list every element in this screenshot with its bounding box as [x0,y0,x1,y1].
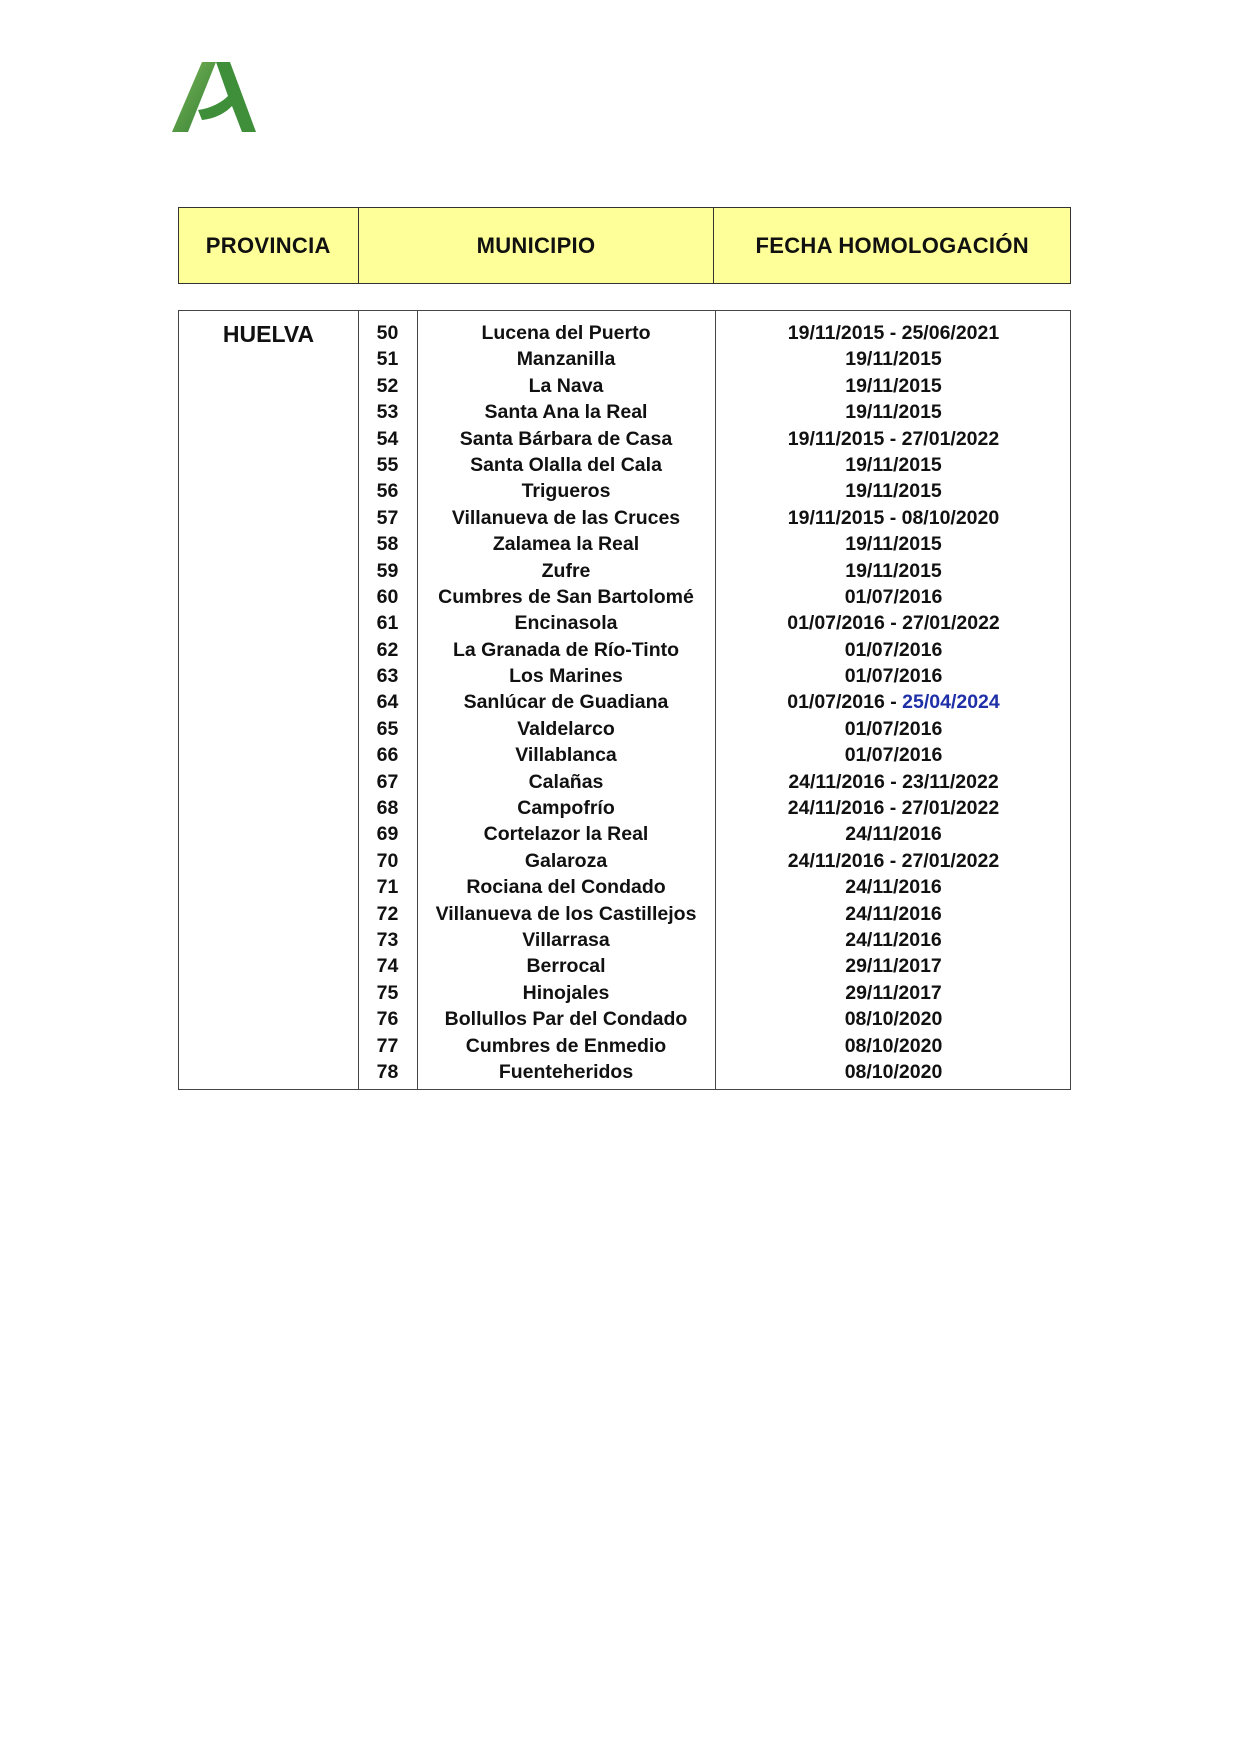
fecha-text: 01/07/2016 [844,717,943,740]
row-number: 55 [376,453,399,476]
row-number: 71 [376,876,399,899]
table-row [179,901,1070,927]
fecha-homologacion [715,505,1072,531]
table-row [179,742,1070,768]
fecha-homologacion [715,1033,1072,1059]
municipio-name: Zufre [541,559,591,582]
municipio-name: Hinojales [522,981,610,1004]
row-number: 66 [376,744,399,767]
fecha-homologacion [715,610,1072,636]
row-number: 56 [376,480,399,503]
fecha-homologacion [715,901,1072,927]
table-row [179,663,1070,689]
table-row [179,505,1070,531]
municipio-name: Rociana del Condado [466,876,666,899]
municipio-name: La Granada de Río-Tinto [452,638,680,661]
municipio-name: Cortelazor la Real [483,823,649,846]
row-number: 72 [376,902,399,925]
municipio-name: Los Marines [509,665,623,688]
municipio-name: Calañas [528,770,604,793]
header-municipio: MUNICIPIO [358,208,714,284]
table-row [179,1059,1070,1085]
municipio-name: Manzanilla [516,348,616,371]
fecha-text: 29/11/2017 [845,981,942,1004]
table-row [179,478,1070,504]
row-number: 50 [376,322,399,344]
fecha-text: 01/07/2016 [844,585,943,608]
row-number: 64 [376,691,399,714]
table-row [179,795,1070,821]
table-row [179,953,1070,979]
fecha-homologacion [715,1006,1072,1032]
fecha-text: 19/11/2015 - 25/06/2021 [787,322,1000,344]
fecha-text: 01/07/2016 - 27/01/2022 [787,612,1000,635]
fecha-homologacion [715,769,1072,795]
table-row [179,769,1070,795]
fecha-text: 19/11/2015 - 08/10/2020 [787,506,1000,529]
fecha-homologacion [715,637,1072,663]
row-number: 62 [376,638,399,661]
row-number: 63 [376,665,399,688]
fecha-homologacion [715,980,1072,1006]
fecha-text: 19/11/2015 [845,533,942,556]
municipio-name: Villablanca [515,744,617,767]
row-number: 74 [376,955,399,978]
fecha-homologacion [715,320,1072,346]
municipio-name: Zalamea la Real [492,533,640,556]
table-row [179,426,1070,452]
table-rows [179,320,1070,1085]
fecha-homologacion [715,663,1072,689]
header-table [178,207,1071,284]
table-row [179,531,1070,557]
fecha-text: 24/11/2016 [845,823,942,846]
row-number: 78 [376,1060,399,1083]
municipio-name: Cumbres de Enmedio [465,1034,667,1057]
fecha-homologacion [715,584,1072,610]
fecha-homologacion [715,953,1072,979]
fecha-text: 01/07/2016 - [787,691,903,714]
fecha-text: 24/11/2016 - 27/01/2022 [787,797,1000,820]
row-number: 68 [376,797,399,820]
table-row [179,399,1070,425]
fecha-text: 19/11/2015 [845,453,942,476]
municipio-name: Fuenteheridos [498,1060,634,1083]
row-number: 61 [376,612,399,635]
table-row [179,848,1070,874]
table-row [179,452,1070,478]
municipio-name: Encinasola [514,612,618,635]
row-number: 65 [376,717,399,740]
municipio-name: Santa Bárbara de Casa [459,427,673,450]
fecha-text: 29/11/2017 [845,955,942,978]
row-number: 73 [376,928,399,951]
fecha-text: 01/07/2016 [844,665,943,688]
municipio-name: La Nava [528,374,604,397]
fecha-homologacion [715,1059,1072,1085]
table-row [179,373,1070,399]
municipio-name: Campofrío [517,797,615,820]
municipio-name: Cumbres de San Bartolomé [438,585,694,608]
table-row [179,346,1070,372]
row-number: 59 [376,559,399,582]
table-row [179,874,1070,900]
fecha-text: 19/11/2015 [845,401,942,424]
fecha-text: 08/10/2020 [844,1060,943,1083]
municipio-name: Bollullos Par del Condado [444,1008,688,1031]
fecha-homologacion [715,373,1072,399]
row-number: 75 [376,981,399,1004]
table-row [179,584,1070,610]
fecha-homologacion [715,874,1072,900]
fecha-homologacion [715,426,1072,452]
table-row [179,637,1070,663]
fecha-homologacion [715,689,1072,715]
fecha-text: 19/11/2015 [845,559,942,582]
table-row [179,320,1070,346]
header-fecha-homologacion: FECHA HOMOLOGACIÓN [714,208,1071,284]
municipio-name: Berrocal [526,955,606,978]
row-number: 69 [376,823,399,846]
municipio-name: Villanueva de los Castillejos [435,902,697,925]
fecha-homologacion [715,346,1072,372]
fecha-text: 19/11/2015 - 27/01/2022 [787,427,1000,450]
table-row [179,821,1070,847]
fecha-text: 08/10/2020 [844,1008,943,1031]
municipio-name: Valdelarco [517,717,615,740]
municipio-name: Trigueros [521,480,611,503]
row-number: 54 [376,427,399,450]
table-row [179,980,1070,1006]
table-row [179,689,1070,715]
municipio-name: Sanlúcar de Guadiana [463,691,669,714]
fecha-homologacion [715,531,1072,557]
provincia-cell: HUELVA [222,321,315,347]
fecha-highlight: 25/04/2024 [902,691,1000,714]
municipio-name: Santa Olalla del Cala [470,453,662,476]
fecha-homologacion [715,795,1072,821]
row-number: 52 [376,374,399,397]
fecha-homologacion [715,558,1072,584]
fecha-homologacion [715,399,1072,425]
table-row [179,610,1070,636]
municipio-name: Villanueva de las Cruces [451,506,681,529]
fecha-text: 24/11/2016 - 23/11/2022 [788,770,999,793]
row-number: 58 [376,533,399,556]
row-number: 60 [376,585,399,608]
municipio-name: Galaroza [524,849,608,872]
row-number: 53 [376,401,399,424]
fecha-text: 24/11/2016 [845,876,942,899]
row-number: 70 [376,849,399,872]
fecha-homologacion [715,478,1072,504]
fecha-text: 24/11/2016 - 27/01/2022 [787,849,1000,872]
fecha-text: 08/10/2020 [844,1034,943,1057]
row-number: 57 [376,506,399,529]
fecha-homologacion [715,848,1072,874]
table-row [179,558,1070,584]
fecha-homologacion [715,927,1072,953]
fecha-homologacion [715,452,1072,478]
fecha-text: 19/11/2015 [845,374,942,397]
row-number: 51 [376,348,399,371]
fecha-text: 24/11/2016 [845,902,942,925]
fecha-homologacion [715,742,1072,768]
fecha-text: 19/11/2015 [845,348,942,371]
fecha-text: 01/07/2016 [844,638,943,661]
municipio-name: Santa Ana la Real [484,401,648,424]
data-table [178,310,1071,1090]
row-number: 76 [376,1008,399,1031]
table-row [179,927,1070,953]
fecha-homologacion [715,716,1072,742]
table-row [179,1033,1070,1059]
row-number: 67 [376,770,399,793]
fecha-text: 19/11/2015 [845,480,942,503]
table-row [179,1006,1070,1032]
junta-andalucia-logo [172,60,256,134]
municipio-name: Villarrasa [522,928,610,951]
fecha-text: 01/07/2016 [844,744,943,767]
fecha-text: 24/11/2016 [845,928,942,951]
municipio-name: Lucena del Puerto [481,322,651,344]
header-provincia: PROVINCIA [179,208,359,284]
fecha-homologacion [715,821,1072,847]
table-row [179,716,1070,742]
row-number: 77 [376,1034,399,1057]
